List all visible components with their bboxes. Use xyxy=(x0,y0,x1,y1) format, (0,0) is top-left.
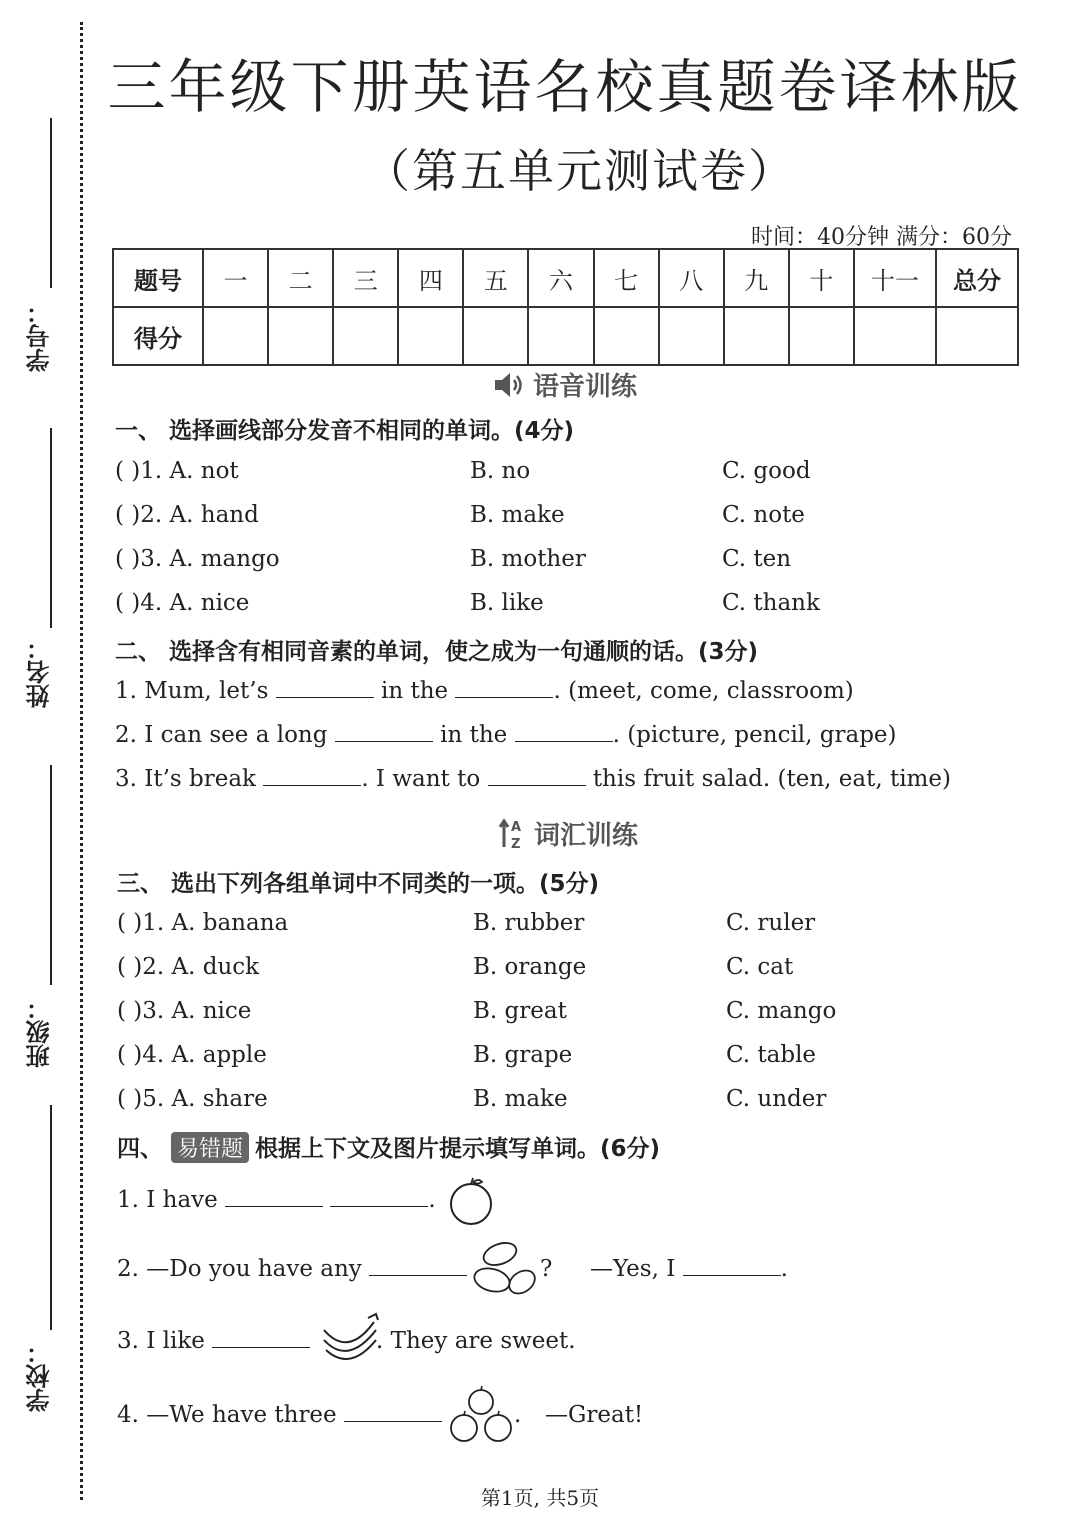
q3-item-3-b: B. great xyxy=(473,998,567,1024)
q3-item-1-c: C. ruler xyxy=(726,910,816,936)
q1-item-num: ( )2. A. xyxy=(115,502,201,528)
q3-item-3-a: ( )3. A. nice xyxy=(117,998,252,1024)
student-id-label: 学号： xyxy=(26,300,54,372)
option-prefix: B. xyxy=(470,546,502,572)
answer-blank[interactable] xyxy=(263,767,361,786)
q4-text: 4. —We have three xyxy=(117,1402,337,1428)
answer-blank[interactable] xyxy=(369,1257,467,1276)
answer-blank[interactable] xyxy=(344,1403,442,1422)
q4-heading xyxy=(117,1130,660,1163)
answer-blank[interactable] xyxy=(683,1257,781,1276)
score-cell: 总分 xyxy=(936,249,1018,307)
q3-item-1-b: B. rubber xyxy=(473,910,585,936)
option-prefix: C. xyxy=(722,546,754,572)
q2-item-3 xyxy=(115,766,951,792)
q2-text: in the xyxy=(440,722,508,748)
score-input-cell[interactable] xyxy=(463,307,528,365)
oranges-icon xyxy=(446,1384,516,1446)
score-input-cell[interactable] xyxy=(724,307,789,365)
section-phonics xyxy=(493,366,637,403)
q1-option-b: make xyxy=(501,502,565,528)
q1-option-c: good xyxy=(753,458,811,484)
class-label: 班级： xyxy=(26,996,54,1068)
q1-item-1-b xyxy=(470,458,530,484)
q1-item-2 xyxy=(115,502,259,528)
q4-text: 1. I have xyxy=(117,1187,218,1213)
school-line xyxy=(50,1105,52,1330)
q1-heading: 一、 选择画线部分发音不相同的单词。(4分) xyxy=(115,418,575,444)
q1-item-4 xyxy=(115,590,249,616)
score-cell: 八 xyxy=(659,249,724,307)
svg-text:Z: Z xyxy=(511,836,521,851)
page-subtitle: （第五单元测试卷） xyxy=(364,144,796,198)
option-prefix: B. xyxy=(470,458,502,484)
q2-item-2 xyxy=(115,722,897,748)
q1-item-num: ( )4. A. xyxy=(115,590,201,616)
q4-instruction: 根据上下文及图片提示填写单词。(6分) xyxy=(255,1136,661,1162)
section-phonics-label: 语音训练 xyxy=(533,372,638,402)
q4-item-3-tail: . They are sweet. xyxy=(376,1328,576,1354)
score-input-cell[interactable] xyxy=(854,307,936,365)
q2-heading: 二、 选择含有相同音素的单词，使之成为一句通顺的话。(3分) xyxy=(115,639,759,665)
q2-text: . (picture, pencil, grape) xyxy=(612,722,897,748)
score-input-cell[interactable] xyxy=(528,307,593,365)
score-input-cell[interactable] xyxy=(203,307,268,365)
q3-heading: 三、 选出下列各组单词中不同类的一项。(5分) xyxy=(117,871,600,897)
score-cell: 一 xyxy=(203,249,268,307)
binding-dotted-line xyxy=(80,22,83,1500)
q4-number: 四、 xyxy=(117,1136,163,1162)
score-cell: 六 xyxy=(528,249,593,307)
score-input-cell[interactable] xyxy=(789,307,854,365)
q3-item-2-c: C. cat xyxy=(726,954,794,980)
q1-item-a: nice xyxy=(200,590,250,616)
q1-option-b: like xyxy=(501,590,544,616)
score-table-score-row xyxy=(113,307,1018,365)
answer-blank[interactable] xyxy=(488,767,586,786)
option-prefix: B. xyxy=(470,502,502,528)
section-vocab-label: 词汇训练 xyxy=(534,821,639,851)
score-cell: 十一 xyxy=(854,249,936,307)
orange-icon xyxy=(446,1176,498,1226)
q2-text: this fruit salad. (ten, eat, time) xyxy=(592,766,951,792)
q1-item-a: hand xyxy=(200,502,259,528)
sort-az-icon xyxy=(498,817,526,851)
score-cell: 四 xyxy=(398,249,463,307)
name-line xyxy=(50,428,52,628)
q4-item-4 xyxy=(117,1402,442,1428)
q4-text: 3. I like xyxy=(117,1328,205,1354)
score-input-cell[interactable] xyxy=(936,307,1018,365)
q1-item-2-b xyxy=(470,502,565,528)
q3-item-4-c: C. table xyxy=(726,1042,817,1068)
q4-item-2-answer: —Yes, I . xyxy=(590,1256,788,1282)
q3-item-5-a: ( )5. A. share xyxy=(117,1086,268,1112)
score-row-label: 得分 xyxy=(113,307,203,365)
q1-option-c: thank xyxy=(753,590,820,616)
answer-blank[interactable] xyxy=(276,679,374,698)
q2-text: 2. I can see a long xyxy=(115,722,328,748)
q4-item-4-reply: —Great! xyxy=(545,1402,644,1428)
option-prefix: B. xyxy=(470,590,502,616)
score-table xyxy=(112,248,1019,366)
score-cell: 五 xyxy=(463,249,528,307)
svg-text:A: A xyxy=(511,819,522,835)
page-footer: 第1页, 共5页 xyxy=(480,1486,600,1510)
q2-item-1 xyxy=(115,678,854,704)
score-cell: 十 xyxy=(789,249,854,307)
q1-item-4-c xyxy=(722,590,820,616)
score-cell: 九 xyxy=(724,249,789,307)
q1-option-b: mother xyxy=(501,546,586,572)
q1-item-2-c xyxy=(722,502,805,528)
score-input-cell[interactable] xyxy=(333,307,398,365)
section-vocab xyxy=(498,815,638,852)
score-cell: 七 xyxy=(594,249,659,307)
bananas-icon xyxy=(318,1310,380,1368)
answer-blank[interactable] xyxy=(335,723,433,742)
q4-text: —Yes, I xyxy=(590,1256,676,1282)
student-id-line xyxy=(50,118,52,288)
q1-item-1 xyxy=(115,458,239,484)
q3-item-2-a: ( )2. A. duck xyxy=(117,954,260,980)
school-label: 学校： xyxy=(26,1340,54,1412)
answer-blank[interactable] xyxy=(212,1329,310,1348)
q4-item-2 xyxy=(117,1256,467,1282)
q1-item-a: mango xyxy=(200,546,280,572)
q4-item-2-qmark: ? xyxy=(540,1256,553,1282)
class-line xyxy=(50,765,52,985)
q1-item-3 xyxy=(115,546,280,572)
speaker-icon xyxy=(493,371,525,399)
q4-item-1 xyxy=(117,1187,436,1213)
option-prefix: C. xyxy=(722,590,754,616)
q2-text: . (meet, come, classroom) xyxy=(553,678,854,704)
mangoes-icon xyxy=(470,1238,542,1300)
q3-item-3-c: C. mango xyxy=(726,998,837,1024)
q1-item-num: ( )1. A. xyxy=(115,458,201,484)
q4-item-4-period: . xyxy=(514,1402,522,1428)
q1-item-a: not xyxy=(200,458,239,484)
option-prefix: C. xyxy=(722,502,754,528)
answer-blank[interactable] xyxy=(330,1188,428,1207)
name-label: 姓名： xyxy=(26,636,54,708)
error-prone-tag: 易错题 xyxy=(171,1132,249,1163)
answer-blank[interactable] xyxy=(455,679,553,698)
q3-item-5-b: B. make xyxy=(473,1086,568,1112)
q2-text: 1. Mum, let’s xyxy=(115,678,269,704)
score-cell: 二 xyxy=(268,249,333,307)
score-input-cell[interactable] xyxy=(594,307,659,365)
answer-blank[interactable] xyxy=(515,723,613,742)
q4-text: . xyxy=(428,1187,436,1213)
q1-option-c: note xyxy=(753,502,805,528)
score-cell: 三 xyxy=(333,249,398,307)
page-title: 三年级下册英语名校真题卷译林版 xyxy=(107,53,1023,121)
q3-item-2-b: B. orange xyxy=(473,954,587,980)
q3-item-4-a: ( )4. A. apple xyxy=(117,1042,267,1068)
q3-item-5-c: C. under xyxy=(726,1086,827,1112)
q1-item-3-c xyxy=(722,546,791,572)
q1-item-num: ( )3. A. xyxy=(115,546,201,572)
q2-text: . I want to xyxy=(361,766,481,792)
q1-item-4-b xyxy=(470,590,544,616)
q4-item-3 xyxy=(117,1328,310,1354)
score-input-cell[interactable] xyxy=(659,307,724,365)
q1-item-3-b xyxy=(470,546,586,572)
score-cell: 题号 xyxy=(113,249,203,307)
option-prefix: C. xyxy=(722,458,754,484)
q1-option-c: ten xyxy=(753,546,792,572)
answer-blank[interactable] xyxy=(225,1188,323,1207)
q4-text: 2. —Do you have any xyxy=(117,1256,362,1282)
q2-text: 3. It’s break xyxy=(115,766,256,792)
q1-option-b: no xyxy=(501,458,531,484)
score-input-cell[interactable] xyxy=(268,307,333,365)
score-input-cell[interactable] xyxy=(398,307,463,365)
q3-item-1-a: ( )1. A. banana xyxy=(117,910,289,936)
q2-text: in the xyxy=(381,678,449,704)
q1-item-1-c xyxy=(722,458,811,484)
score-table-header-row xyxy=(113,249,1018,307)
q3-item-4-b: B. grape xyxy=(473,1042,573,1068)
time-info: 时间：40分钟 满分：60分 xyxy=(751,225,1012,250)
